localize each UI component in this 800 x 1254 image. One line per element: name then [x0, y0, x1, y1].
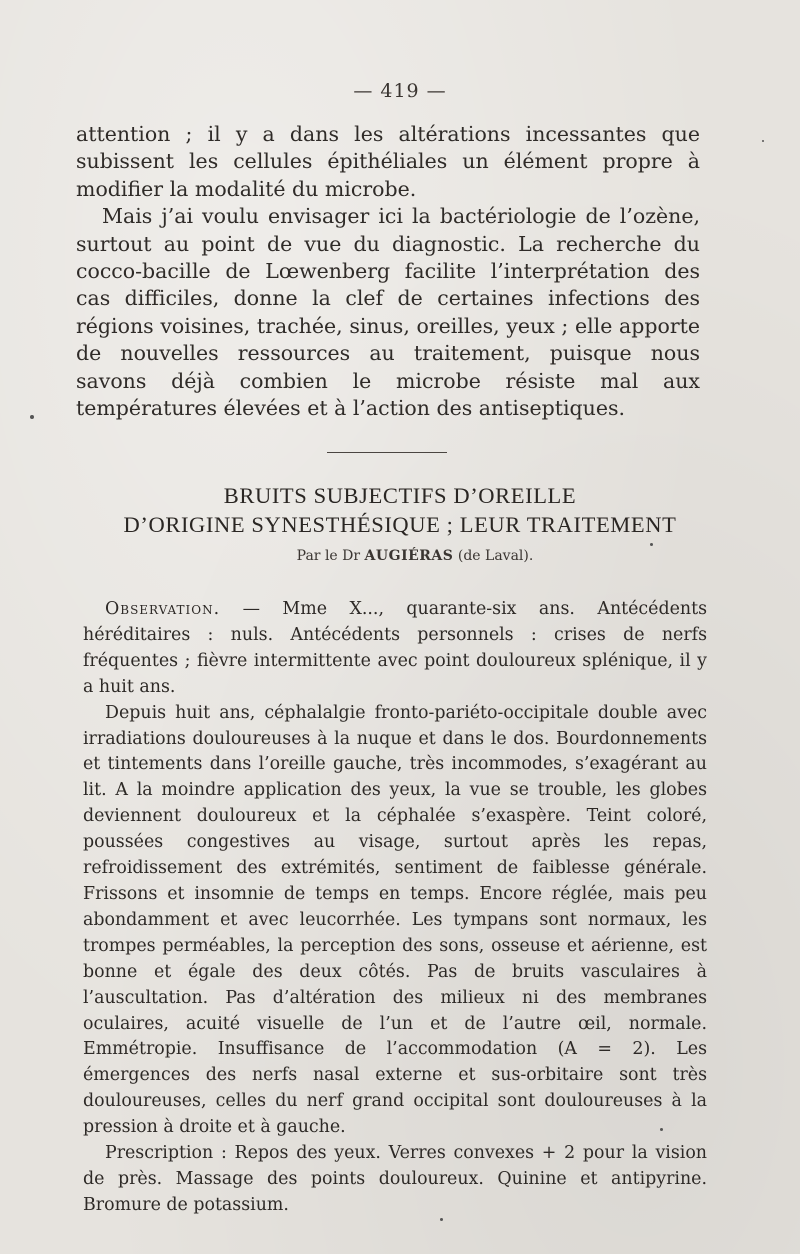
byline-suffix: (de Laval).: [457, 548, 534, 564]
article-title-line: BRUITS SUBJECTIFS D’OREILLE: [223, 483, 577, 508]
paragraph: attention ; il y a dans les altérations incessantes que subissent les cellules épithéliales un élément propre à modifier la modalité du microbe.: [76, 122, 700, 201]
byline: [0, 548, 800, 564]
observation-label: Observation.: [105, 599, 221, 619]
continued-text-block: [76, 121, 700, 422]
paragraph: Mais j’ai voulu envisager ici la bactériologie de l’ozène, surtout au point de vue du diagnostic. La recherche du cocco-bacille de Lœwenberg facilite l’interprétation des cas difficiles, donne la clef de certaines infections des régions voisines, trachée, sinus, oreilles, yeux ; elle apporte de nouvelles ressources au traitement, puisque nous savons déjà combien le microbe résiste mal aux températures élevées et à l’action des antiseptiques.: [76, 204, 700, 421]
print-speck: [762, 140, 764, 142]
section-separator: [327, 452, 447, 453]
observation-paragraph: [83, 597, 707, 701]
byline-prefix: Par le Dr: [296, 548, 361, 564]
print-speck: [660, 1128, 663, 1131]
page-number: — 419 —: [353, 80, 447, 102]
article-title: [0, 481, 800, 539]
print-speck: [440, 1218, 443, 1221]
paragraph: Prescription : Repos des yeux. Verres convexes + 2 pour la vision de près. Massage des points douloureux. Quinine et antipyrine. Bromure de potassium.: [83, 1143, 707, 1215]
paragraph: Depuis huit ans, céphalalgie fronto-pariéto-occipitale double avec irradiations douloureuses à la nuque et dans le dos. Bourdonnements et tintements dans l’oreille gauche, très incommodes, s’exagérant au lit. A la moindre application des yeux, la vue se trouble, les globes deviennent douloureux et la céphalée s’exaspère. Teint coloré, poussées congestives au visage, surtout après les repas, refroidissement des extrémités, sentiment de faiblesse générale. Frissons et insomnie de temps en temps. Encore réglée, mais peu abondamment et avec leucorrhée. Les tympans sont normaux, les trompes perméables, la perception des sons, osseuse et aérienne, est bonne et égale des deux côtés. Pas de bruits vasculaires à l’auscultation. Pas d’altération des milieux ni des membranes oculaires, acuité visuelle de l’un et de l’autre œil, normale. Emmétropie. Insuffisance de l’accommodation (A = 2). Les émergences des nerfs nasal externe et sus-orbitaire sont très douloureuses, celles du nerf grand occipital sont douloureuses à la pression à droite et à gauche.: [83, 702, 707, 1138]
print-speck: [30, 415, 34, 419]
byline-author: AUGIÉRAS: [364, 548, 454, 564]
article-title-line: D’ORIGINE SYNESTHÉSIQUE ; LEUR TRAITEMENT: [123, 512, 677, 537]
observation-text: — Mme X..., quarante-six ans. Antécédents héréditaires : nuls. Antécédents personnels : crises de nerfs fréquentes ; fièvre intermittente avec point douloureux splénique, il y a huit ans.: [83, 599, 707, 697]
print-speck: [650, 543, 653, 546]
article-body: [83, 597, 707, 1219]
